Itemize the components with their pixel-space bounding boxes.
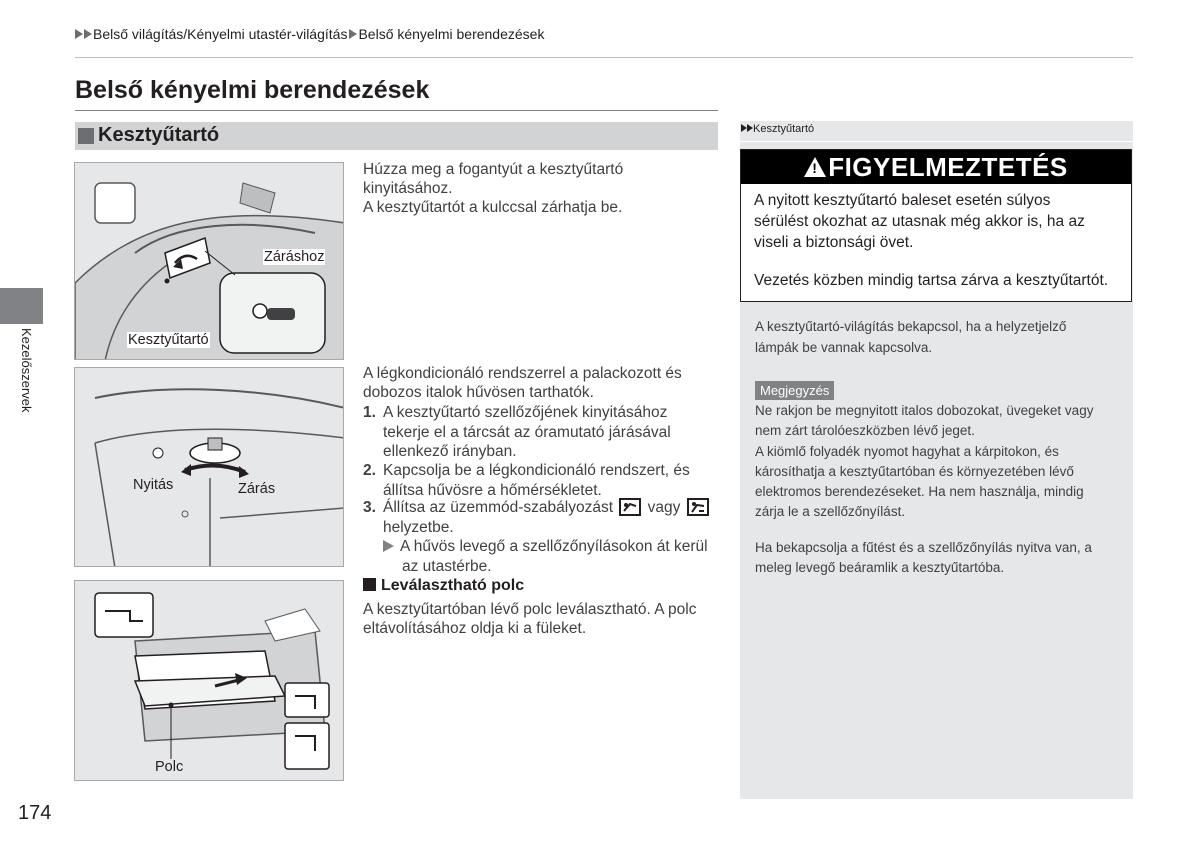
note-text: zárja le a szellőzőnyílást. bbox=[755, 504, 906, 519]
step-text: vagy bbox=[647, 499, 681, 516]
shelf-heading-text: Leválasztható polc bbox=[381, 577, 525, 594]
step-2 bbox=[363, 461, 723, 501]
page-number: 174 bbox=[18, 802, 52, 824]
section-title: Kesztyűtartó bbox=[98, 124, 220, 146]
ac-intro-line: dobozos italok hűvösen tarthatók. bbox=[363, 384, 594, 401]
breadcrumb bbox=[75, 26, 544, 42]
bilevel-mode-icon bbox=[687, 498, 709, 516]
figure-glovebox-handle bbox=[74, 162, 344, 360]
step-text: helyzetbe. bbox=[383, 518, 454, 536]
shelf-heading bbox=[363, 577, 524, 595]
intro-line: A kesztyűtartót a kulccsal zárhatja be. bbox=[363, 199, 623, 216]
step-text: Kapcsolja be a légkondicionáló rendszert, és bbox=[383, 462, 690, 479]
figure-vent-dial bbox=[74, 367, 344, 567]
figure-label-closing: Záráshoz bbox=[264, 249, 325, 265]
step-1 bbox=[363, 403, 723, 463]
sidebar-text: lámpák be vannak kapcsolva. bbox=[755, 340, 933, 355]
note-text: elektromos berendezéseket. Ha nem használja, mindig bbox=[755, 484, 1084, 499]
step-text: ellenkező irányban. bbox=[383, 443, 517, 460]
header-divider bbox=[75, 57, 1133, 58]
result-arrow-icon bbox=[383, 540, 394, 552]
note-text: károsíthatja a kesztyűtartóban és környezetében lévő bbox=[755, 464, 1074, 479]
step-number: 1. bbox=[363, 404, 376, 421]
note-text: nem zárt tárolóeszközben lévő jeget. bbox=[755, 423, 975, 438]
side-tab-marker bbox=[0, 288, 43, 324]
intro-line: kinyitásához. bbox=[363, 180, 453, 197]
step-number: 2. bbox=[363, 462, 376, 479]
warning-text: Vezetés közben mindig tartsa zárva a kesztyűtartót. bbox=[754, 272, 1109, 289]
warning-triangle-icon: ! bbox=[804, 157, 826, 177]
note-text: A kiömlő folyadék nyomot hagyhat a kárpitokon, és bbox=[755, 444, 1059, 459]
sidebar-text: meleg levegő beáramlik a kesztyűtartóba. bbox=[755, 560, 1005, 575]
breadcrumb-item[interactable]: Belső világítás/Kényelmi utastér-világítás bbox=[93, 26, 348, 42]
breadcrumb-arrow-icon bbox=[75, 29, 83, 39]
section-header bbox=[75, 122, 718, 150]
warning-text: sérülést okozhat az utasnak még akkor is, ha az bbox=[754, 213, 1085, 230]
sidebar-header-text: Kesztyűtartó bbox=[753, 123, 815, 135]
sidebar-text: Ha bekapcsolja a fűtést és a szellőzőnyílás nyitva van, a bbox=[755, 540, 1092, 555]
warning-text: viseli a biztonsági övet. bbox=[754, 234, 914, 251]
figure-removable-shelf bbox=[74, 580, 344, 781]
title-divider bbox=[75, 110, 718, 111]
figure-label-close: Zárás bbox=[238, 481, 276, 497]
vent-mode-icon bbox=[619, 498, 641, 516]
step-3-result bbox=[383, 537, 718, 576]
vent-dial-illustration bbox=[75, 368, 344, 567]
warning-title: FIGYELMEZTETÉS bbox=[828, 152, 1068, 182]
step-text: A kesztyűtartó szellőzőjének kinyitásához bbox=[383, 404, 668, 421]
intro-line: Húzza meg a fogantyút a kesztyűtartó bbox=[363, 161, 624, 178]
step-3 bbox=[363, 498, 723, 538]
sidebar-text: A kesztyűtartó-világítás bekapcsol, ha a helyzetjelző bbox=[755, 319, 1067, 334]
result-text: az utastérbe. bbox=[402, 557, 492, 575]
figure-label-glovebox: Kesztyűtartó bbox=[128, 332, 209, 348]
figure-label-shelf: Polc bbox=[155, 759, 184, 775]
figure-label-open: Nyitás bbox=[133, 477, 174, 493]
sidebar-header bbox=[741, 123, 814, 135]
warning-header bbox=[741, 150, 1131, 184]
note-badge: Megjegyzés bbox=[755, 381, 834, 400]
side-tab-label: Kezelőszervek bbox=[19, 328, 34, 413]
sidebar-divider bbox=[740, 141, 1133, 142]
result-text: A hűvös levegő a szellőzőnyílásokon át kerül bbox=[400, 538, 708, 555]
note-text: Ne rakjon be megnyitott italos dobozokat, üvegeket vagy bbox=[755, 403, 1094, 418]
warning-box bbox=[740, 149, 1132, 302]
page-title: Belső kényelmi berendezések bbox=[75, 76, 430, 104]
shelf-line: eltávolításához oldja ki a füleket. bbox=[363, 620, 587, 637]
breadcrumb-arrow-icon bbox=[349, 29, 357, 39]
step-text: tekerje el a tárcsát az óramutató járásával bbox=[383, 423, 671, 441]
breadcrumb-item-current: Belső kényelmi berendezések bbox=[358, 26, 545, 42]
ac-intro-line: A légkondicionáló rendszerrel a palackozott és bbox=[363, 365, 682, 382]
step-text: állítsa hűvösre a hőmérsékletet. bbox=[383, 481, 602, 499]
step-text: Állítsa az üzemmód-szabályozást bbox=[383, 499, 614, 516]
heading-square-icon bbox=[363, 578, 376, 591]
warning-text: A nyitott kesztyűtartó baleset esetén súlyos bbox=[754, 192, 1051, 209]
breadcrumb-arrow-icon bbox=[84, 29, 92, 39]
section-square-icon bbox=[78, 128, 94, 144]
removable-shelf-illustration bbox=[75, 581, 344, 781]
step-number: 3. bbox=[363, 499, 376, 516]
shelf-line: A kesztyűtartóban lévő polc leválasztható. A polc bbox=[363, 601, 697, 618]
